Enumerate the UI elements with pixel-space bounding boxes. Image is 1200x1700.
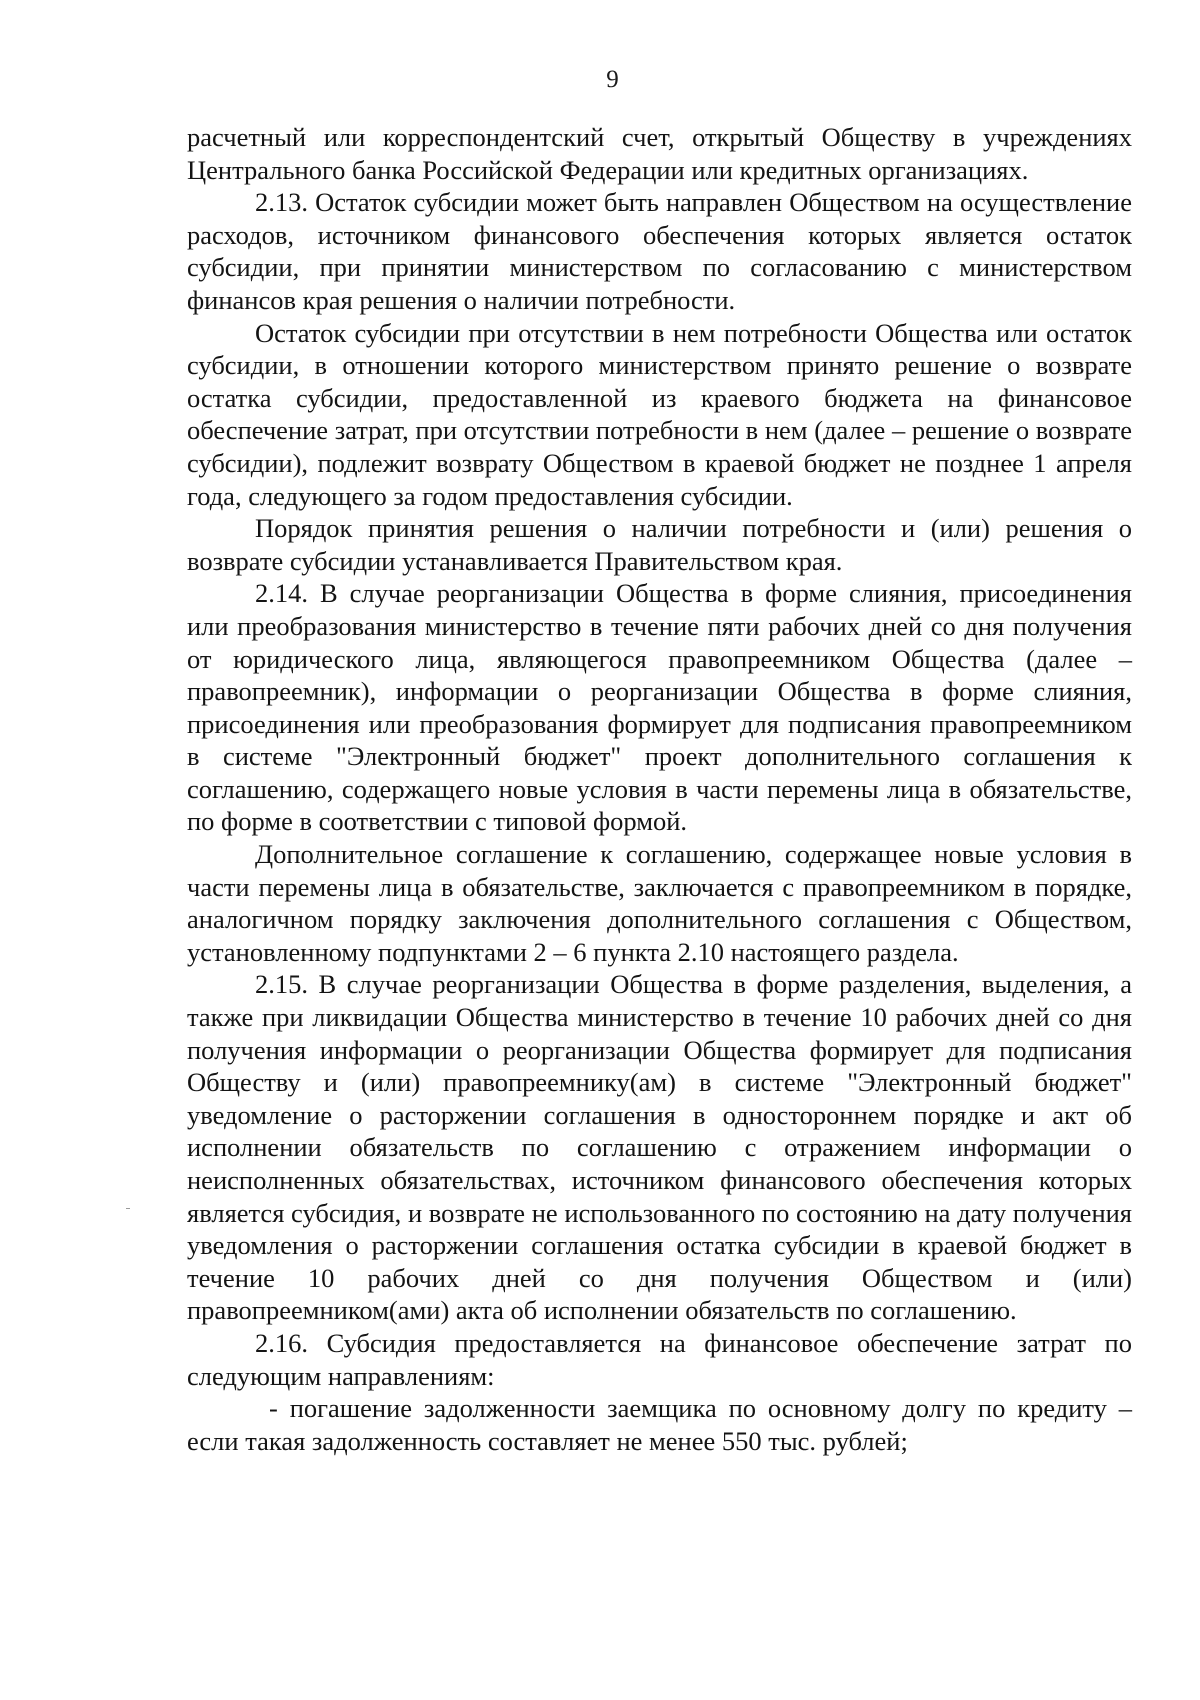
paragraph-continuation: расчетный или корреспондентский счет, открытый Обществу в учреждениях Центрального банка Российской Федерации или кредитных организациях. bbox=[187, 122, 1132, 185]
paragraph-2-15: 2.15. В случае реорганизации Общества в форме разделения, выделения, а также при ликвидации Общества министерство в течение 10 рабочих дней со дня получения информации о реорганизации Общества формирует для подписания Обществу и (или) правопреемнику(ам) в системе "Электронный бюджет" уведомление о расторжении соглашения в одностороннем порядке и акт об исполнении обязательств по соглашению с отражением информации о неисполненных обязательствах, источником финансового обеспечения которых является субсидия, и возврате не использованного по состоянию на дату получения уведомления о расторжении соглашения остатка субсидии в краевой бюджет в течение 10 рабочих дней со дня получения Обществом и (или) правопреемником(ами) акта об исполнении обязательств по соглашению. bbox=[187, 969, 1132, 1326]
paragraph-decision-procedure: Порядок принятия решения о наличии потребности и (или) решения о возврате субсидии устанавливается Правительством края. bbox=[187, 513, 1132, 576]
page-number: 9 bbox=[606, 66, 619, 93]
scan-margin-mark bbox=[126, 1208, 130, 1209]
paragraph-remainder-return: Остаток субсидии при отсутствии в нем потребности Общества или остаток субсидии, в отношении которого министерством принято решение о возврате остатка субсидии, предоставленной из краевого бюджета на финансовое обеспечение затрат, при отсутствии потребности в нем (далее – решение о возврате субсидии), подлежит возврату Обществом в краевой бюджет не позднее 1 апреля года, следующего за годом предоставления субсидии. bbox=[187, 317, 1132, 511]
paragraph-2-14: 2.14. В случае реорганизации Общества в форме слияния, присоединения или преобразования министерство в течение пяти рабочих дней со дня получения от юридического лица, являющегося правопреемником Общества (далее – правопреемник), информации о реорганизации Общества в форме слияния, присоединения или преобразования формирует для подписания правопреемником в системе "Электронный бюджет" проект дополнительного соглашения к соглашению, содержащего новые условия в части перемены лица в обязательстве, по форме в соответствии с типовой формой. bbox=[187, 578, 1132, 837]
paragraph-additional-agreement: Дополнительное соглашение к соглашению, содержащее новые условия в части перемены лица в обязательстве, заключается с правопреемником в порядке, аналогичном порядку заключения дополнительного соглашения с Обществом, установленному подпунктами 2 – 6 пункта 2.10 настоящего раздела. bbox=[187, 839, 1132, 967]
list-item-debt-repayment: - погашение задолженности заемщика по основному долгу по кредиту – если такая задолженность составляет не менее 550 тыс. рублей; bbox=[187, 1393, 1132, 1456]
paragraph-2-13: 2.13. Остаток субсидии может быть направлен Обществом на осуществление расходов, источником финансового обеспечения которых является остаток субсидии, при принятии министерством по согласованию с министерством финансов края решения о наличии потребности. bbox=[187, 187, 1132, 315]
document-body bbox=[187, 121, 1132, 1457]
paragraph-2-16: 2.16. Субсидия предоставляется на финансовое обеспечение затрат по следующим направлениям: bbox=[187, 1327, 1132, 1391]
